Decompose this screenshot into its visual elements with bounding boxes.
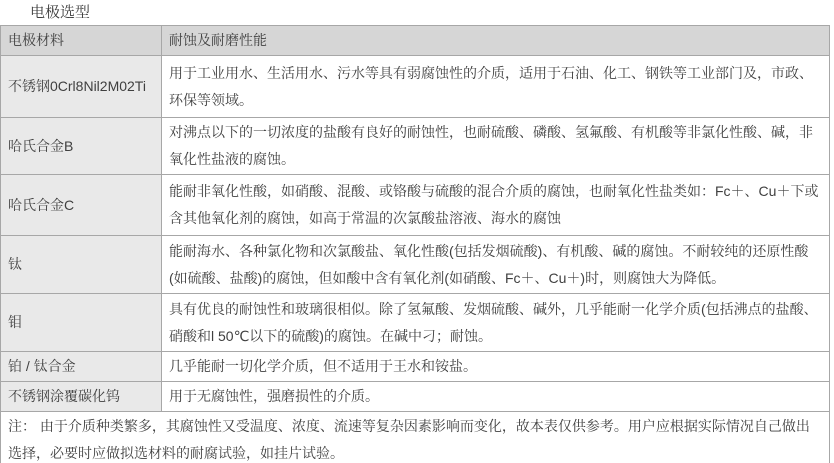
material-name: 哈氏合金C <box>1 175 162 236</box>
material-name: 哈氏合金B <box>1 118 162 175</box>
material-name: 铂 / 钛合金 <box>1 352 162 382</box>
material-name: 不锈钢涂覆碳化钨 <box>1 382 162 412</box>
electrode-material-table <box>0 25 830 463</box>
material-name: 钼 <box>1 294 162 352</box>
page-title: 电极选型 <box>30 4 91 21</box>
table-row <box>1 118 830 175</box>
material-performance: 具有优良的耐蚀性和玻璃很相似。除了氢氟酸、发烟硫酸、碱外，几乎能耐一化学介质(包括沸点的盐酸、硝酸和l 50℃以下的硫酸)的腐蚀。在碱中刁；耐蚀。 <box>162 294 830 352</box>
material-name: 不锈钢0Crl8Nil2M02Ti <box>1 56 162 118</box>
material-performance: 对沸点以下的一切浓度的盐酸有良好的耐蚀性，也耐硫酸、磷酸、氢氟酸、有机酸等非氯化性酸、碱，非氧化性盐液的腐蚀。 <box>162 118 830 175</box>
table-row <box>1 56 830 118</box>
table-header-row <box>1 26 830 56</box>
table-row <box>1 175 830 236</box>
table-row <box>1 382 830 412</box>
material-performance: 能耐非氧化性酸，如硝酸、混酸、或铬酸与硫酸的混合介质的腐蚀，也耐氧化性盐类如：Fc＋、Cu＋下或含其他氧化剂的腐蚀，如高于常温的次氯酸盐溶液、海水的腐蚀 <box>162 175 830 236</box>
table-note: 注： 由于介质种类繁多，其腐蚀性又受温度、浓度、流速等复杂因素影响而变化，故本表仅供参考。用户应根据实际情况自己做出选择，必要时应做拟选材料的耐腐试验，如挂片试验。 <box>1 412 830 463</box>
material-performance: 用于无腐蚀性，强磨损性的介质。 <box>162 382 830 412</box>
table-row <box>1 236 830 294</box>
column-header-performance: 耐蚀及耐磨性能 <box>162 26 830 56</box>
table-row <box>1 294 830 352</box>
table-row <box>1 352 830 382</box>
table-note-row <box>1 412 830 463</box>
material-performance: 能耐海水、各种氯化物和次氯酸盐、氧化性酸(包括发烟硫酸)、有机酸、碱的腐蚀。不耐较纯的还原性酸(如硫酸、盐酸)的腐蚀，但如酸中含有氧化剂(如硝酸、Fc＋、Cu＋)时，则腐蚀大为降低。 <box>162 236 830 294</box>
material-performance: 用于工业用水、生活用水、污水等具有弱腐蚀性的介质，适用于石油、化工、钢铁等工业部门及，市政、环保等领域。 <box>162 56 830 118</box>
material-name: 钛 <box>1 236 162 294</box>
material-performance: 几乎能耐一切化学介质，但不适用于王水和铵盐。 <box>162 352 830 382</box>
column-header-material: 电极材料 <box>1 26 162 56</box>
